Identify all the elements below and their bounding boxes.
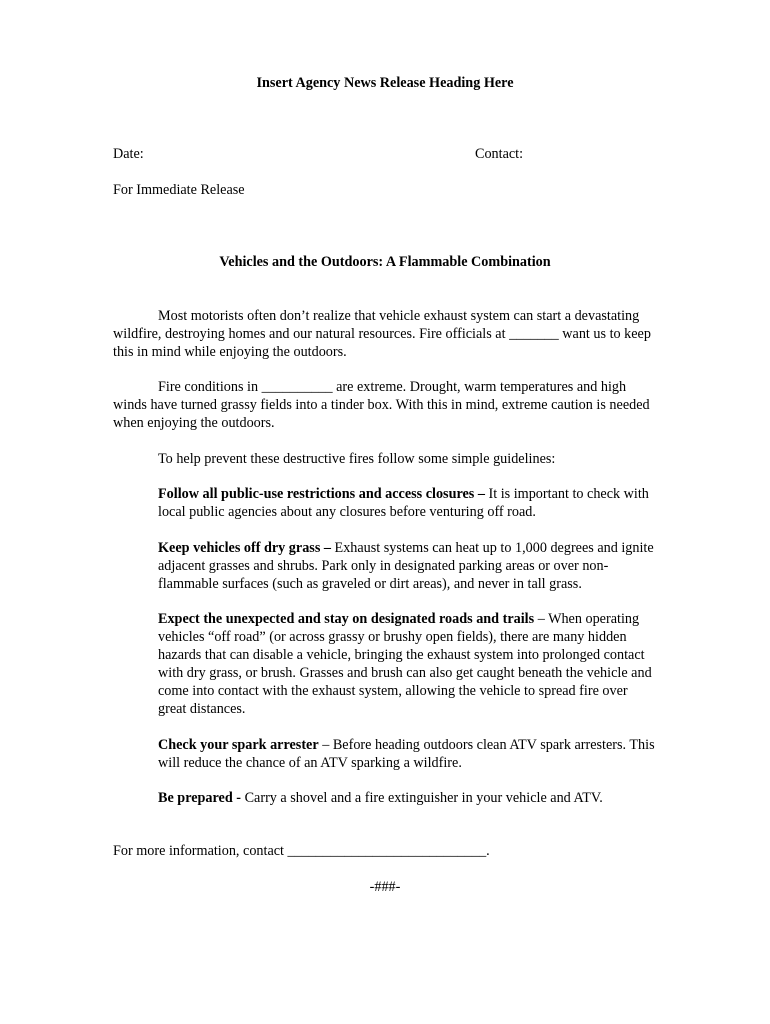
paragraph-conditions: [113, 378, 653, 432]
paragraph-intro-text: Most motorists often don’t realize that vehicle exhaust system can start a devastating wildfire, destroying homes and our natural resources. Fire officials at _______ want us to keep this in mind while enjoying the outdoors.: [113, 308, 651, 360]
guideline-item: [158, 736, 658, 772]
paragraph-guidelines-intro: To help prevent these destructive fires follow some simple guidelines:: [158, 451, 556, 467]
date-label: Date:: [113, 146, 144, 162]
more-info-line: For more information, contact ____________________________.: [113, 843, 490, 859]
end-mark: -###-: [369, 879, 401, 895]
release-title: Vehicles and the Outdoors: A Flammable Combination: [219, 254, 551, 270]
guideline-text: Exhaust systems can heat up to 1,000 degrees and ignite adjacent grasses and shrubs. Park only in designated parking areas or over non-flammable surfaces (such as graveled or dirt areas), and never in tall grass.: [158, 540, 654, 592]
guideline-text: It is important to check with local public agencies about any closures before venturing off road.: [158, 486, 649, 520]
contact-label: Contact:: [475, 146, 524, 162]
paragraph-conditions-text: Fire conditions in __________ are extreme. Drought, warm temperatures and high winds have turned grassy fields into a tinder box. With this in mind, extreme caution is needed when enjoying the outdoors.: [113, 379, 650, 431]
guideline-heading: Keep vehicles off dry grass –: [158, 540, 331, 556]
paragraph-intro: [113, 307, 653, 361]
guideline-text: – When operating vehicles “off road” (or across grassy or brushy open fields), there are many hidden hazards that can disable a vehicle, bringing the exhaust system into prolonged contact with dry grass, or brush. Grasses and brush can also get caught beneath the vehicle and come into contact with the exhaust system, allowing the vehicle to spread fire over great distances.: [158, 611, 652, 717]
guideline-item: [158, 789, 658, 807]
guideline-heading: Be prepared -: [158, 790, 242, 806]
guideline-item: [158, 485, 658, 521]
guideline-text: Carry a shovel and a fire extinguisher in your vehicle and ATV.: [241, 790, 603, 806]
guideline-heading: Expect the unexpected and stay on designated roads and trails: [158, 611, 535, 627]
guideline-item: [158, 610, 658, 718]
guideline-item: [158, 539, 658, 593]
agency-heading: Insert Agency News Release Heading Here: [256, 75, 514, 91]
guideline-heading: Check your spark arrester: [158, 737, 319, 753]
release-note: For Immediate Release: [113, 182, 245, 198]
guideline-heading: Follow all public-use restrictions and access closures –: [158, 486, 485, 502]
guideline-text: – Before heading outdoors clean ATV spark arresters. This will reduce the chance of an ATV sparking a wildfire.: [158, 737, 655, 771]
